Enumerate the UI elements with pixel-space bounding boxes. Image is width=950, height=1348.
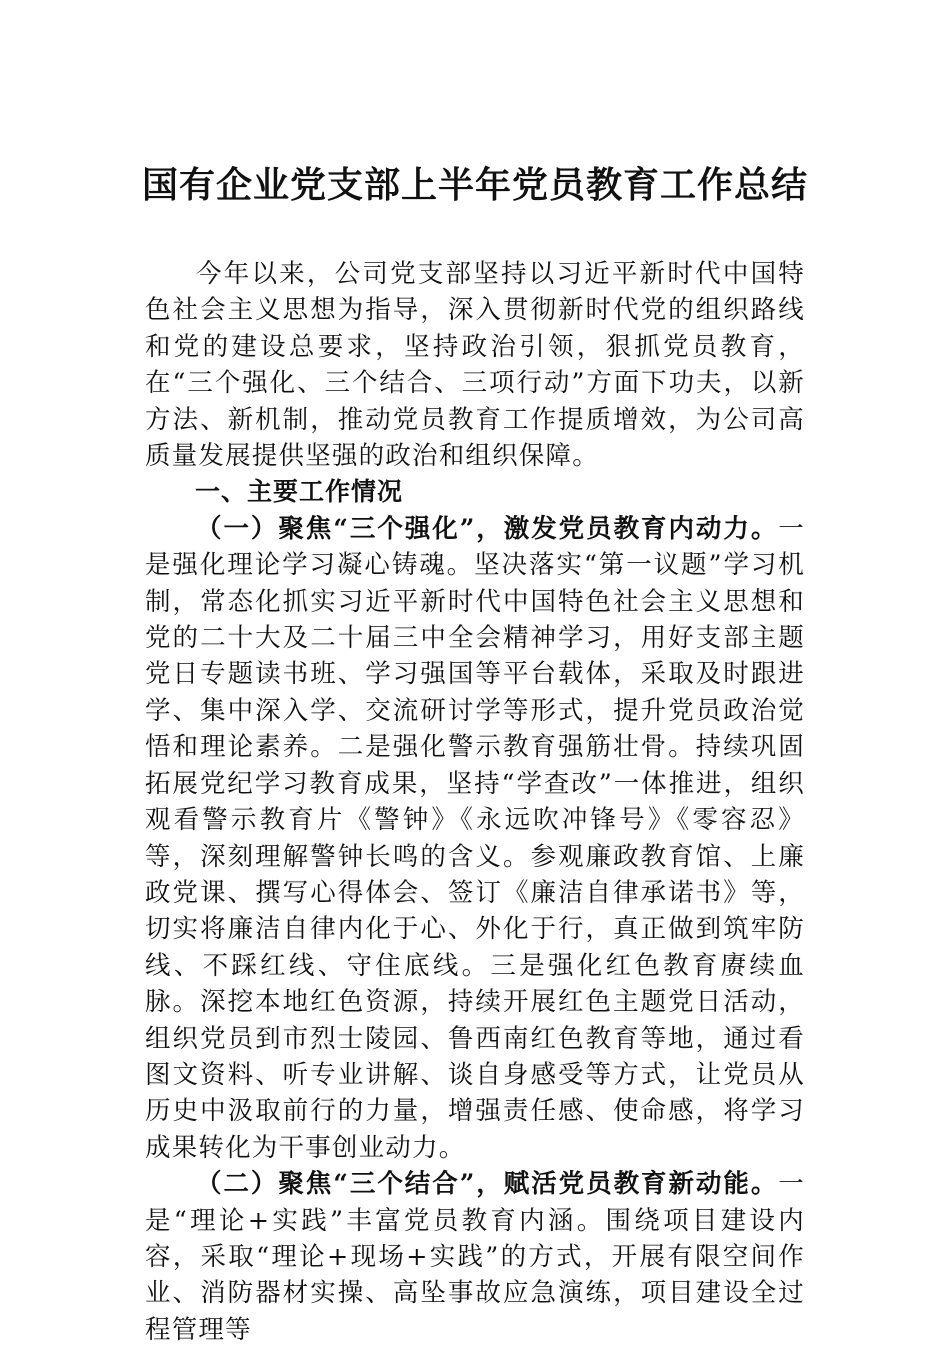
subsection-2-heading: （二）聚焦“三个结合”，赋活党员教育新动能。: [196, 1169, 779, 1200]
document-title: 国有企业党支部上半年党员教育工作总结: [141, 165, 808, 206]
subsection-2-paragraph: [145, 1166, 805, 1348]
section-heading-main-work: 一、主要工作情况: [195, 477, 404, 507]
subsection-1-paragraph: [145, 511, 805, 1166]
document-body: [145, 256, 805, 1348]
subsection-2-body: 一是“理论+实践”丰富党员教育内涵。围绕项目建设内容，采取“理论+现场+实践”的方式，开展有限空间作业、消防器材实操、高坠事故应急演练，项目建设全过程管理等: [145, 1169, 805, 1345]
intro-paragraph: 今年以来，公司党支部坚持以习近平新时代中国特色社会主义思想为指导，深入贯彻新时代党的组织路线和党的建设总要求，坚持政治引领，狠抓党员教育，在“三个强化、三个结合、三项行动”方面下功夫，以新方法、新机制，推动党员教育工作提质增效，为公司高质量发展提供坚强的政治和组织保障。: [145, 259, 805, 472]
subsection-1-body: 一是强化理论学习凝心铸魂。坚决落实“第一议题”学习机制，常态化抓实习近平新时代中国特色社会主义思想和党的二十大及二十届三中全会精神学习，用好支部主题党日专题读书班、学习强国等平台载体，采取及时跟进学、集中深入学、交流研讨学等形式，提升党员政治觉悟和理论素养。二是强化警示教育强筋壮骨。持续巩固拓展党纪学习教育成果，坚持“学查改”一体推进，组织观看警示教育片《警钟》《永远吹冲锋号》《零容忍》等，深刻理解警钟长鸣的含义。参观廉政教育馆、上廉政党课、撰写心得体会、签订《廉洁自律承诺书》等，切实将廉洁自律内化于心、外化于行，真正做到筑牢防线、不踩红线、守住底线。三是强化红色教育赓续血脉。深挖本地红色资源，持续开展红色主题党日活动，组织党员到市烈士陵园、鲁西南红色教育等地，通过看图文资料、听专业讲解、谈自身感受等方式，让党员从历史中汲取前行的力量，增强责任感、使命感，将学习成果转化为干事创业动力。: [145, 513, 805, 1163]
subsection-1-heading: （一）聚焦“三个强化”，激发党员教育内动力。: [196, 513, 779, 544]
